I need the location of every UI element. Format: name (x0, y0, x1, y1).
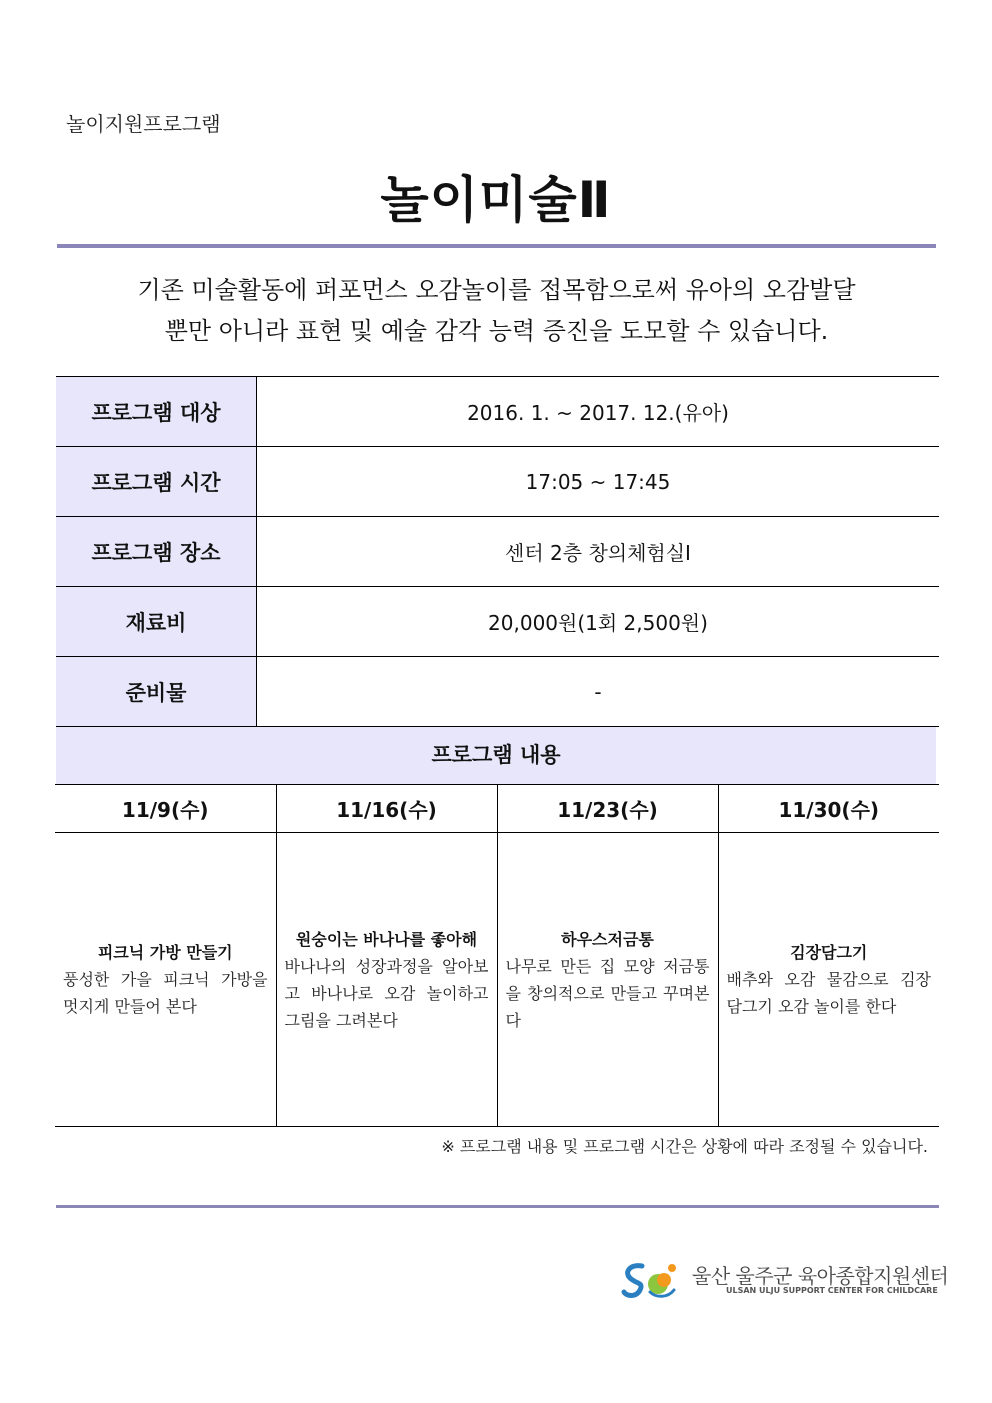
schedule-date: 11/30(수) (718, 785, 939, 833)
info-label: 프로그램 대상 (56, 377, 257, 447)
center-name: 울산 울주군 육아종합지원센터 (692, 1264, 949, 1288)
info-label: 준비물 (56, 657, 257, 727)
bottom-divider (56, 1205, 939, 1208)
top-divider (57, 244, 936, 248)
activity-description: 바나나의 성장과정을 알아보고 바나나로 오감 놀이하고 그림을 그려본다 (284, 956, 489, 1030)
activity-cell (497, 833, 718, 1127)
activity-cell (55, 833, 276, 1127)
activity-description: 풍성한 가을 피크닉 가방을 멋지게 만들어 본다 (63, 970, 268, 1016)
center-name-english: ULSAN ULJU SUPPORT CENTER FOR CHILDCARE (726, 1286, 938, 1295)
center-logo (620, 1258, 949, 1302)
info-label: 프로그램 장소 (56, 517, 257, 587)
activity-description: 나무로 만든 집 모양 저금통을 창의적으로 만들고 꾸며본다 (505, 956, 710, 1030)
schedule-date: 11/23(수) (497, 785, 718, 833)
info-row-fee (56, 587, 939, 657)
info-value: 센터 2층 창의체험실Ⅰ (257, 517, 940, 587)
activity-cell (276, 833, 497, 1127)
activity-description: 배추와 오감 물감으로 김장 담그기 오감 놀이를 한다 (726, 970, 931, 1016)
content-heading: 프로그램 내용 (56, 727, 936, 784)
weekly-schedule-table (55, 784, 939, 1127)
info-label: 프로그램 시간 (56, 447, 257, 517)
schedule-note: ※ 프로그램 내용 및 프로그램 시간은 상황에 따라 조정될 수 있습니다. (441, 1137, 928, 1156)
info-row-supplies (56, 657, 939, 727)
info-value: 20,000원(1회 2,500원) (257, 587, 940, 657)
activity-title: 피크닉 가방 만들기 (97, 943, 233, 962)
info-row-target (56, 377, 939, 447)
info-value: 2016. 1. ~ 2017. 12.(유아) (257, 377, 940, 447)
info-label: 재료비 (56, 587, 257, 657)
info-row-time (56, 447, 939, 517)
center-logo-icon (620, 1258, 686, 1302)
activity-title: 하우스저금통 (561, 929, 654, 949)
intro-line-1: 기존 미술활동에 퍼포먼스 오감놀이를 접목함으로써 유아의 오감발달 (137, 276, 856, 304)
program-category: 놀이지원프로그램 (66, 112, 221, 136)
program-info-table (56, 376, 939, 727)
schedule-date: 11/16(수) (276, 785, 497, 833)
activity-title: 김장담그기 (790, 943, 868, 962)
info-row-place (56, 517, 939, 587)
page-title: 놀이미술Ⅱ (380, 171, 612, 229)
info-value: - (257, 657, 940, 727)
schedule-date-row (55, 785, 939, 833)
intro-text (57, 270, 936, 352)
schedule-date: 11/9(수) (55, 785, 276, 833)
schedule-activity-row (55, 833, 939, 1127)
intro-line-2: 뿐만 아니라 표현 및 예술 감각 능력 증진을 도모할 수 있습니다. (164, 317, 829, 345)
activity-cell (718, 833, 939, 1127)
info-value: 17:05 ~ 17:45 (257, 447, 940, 517)
activity-title: 원숭이는 바나나를 좋아해 (295, 929, 478, 949)
